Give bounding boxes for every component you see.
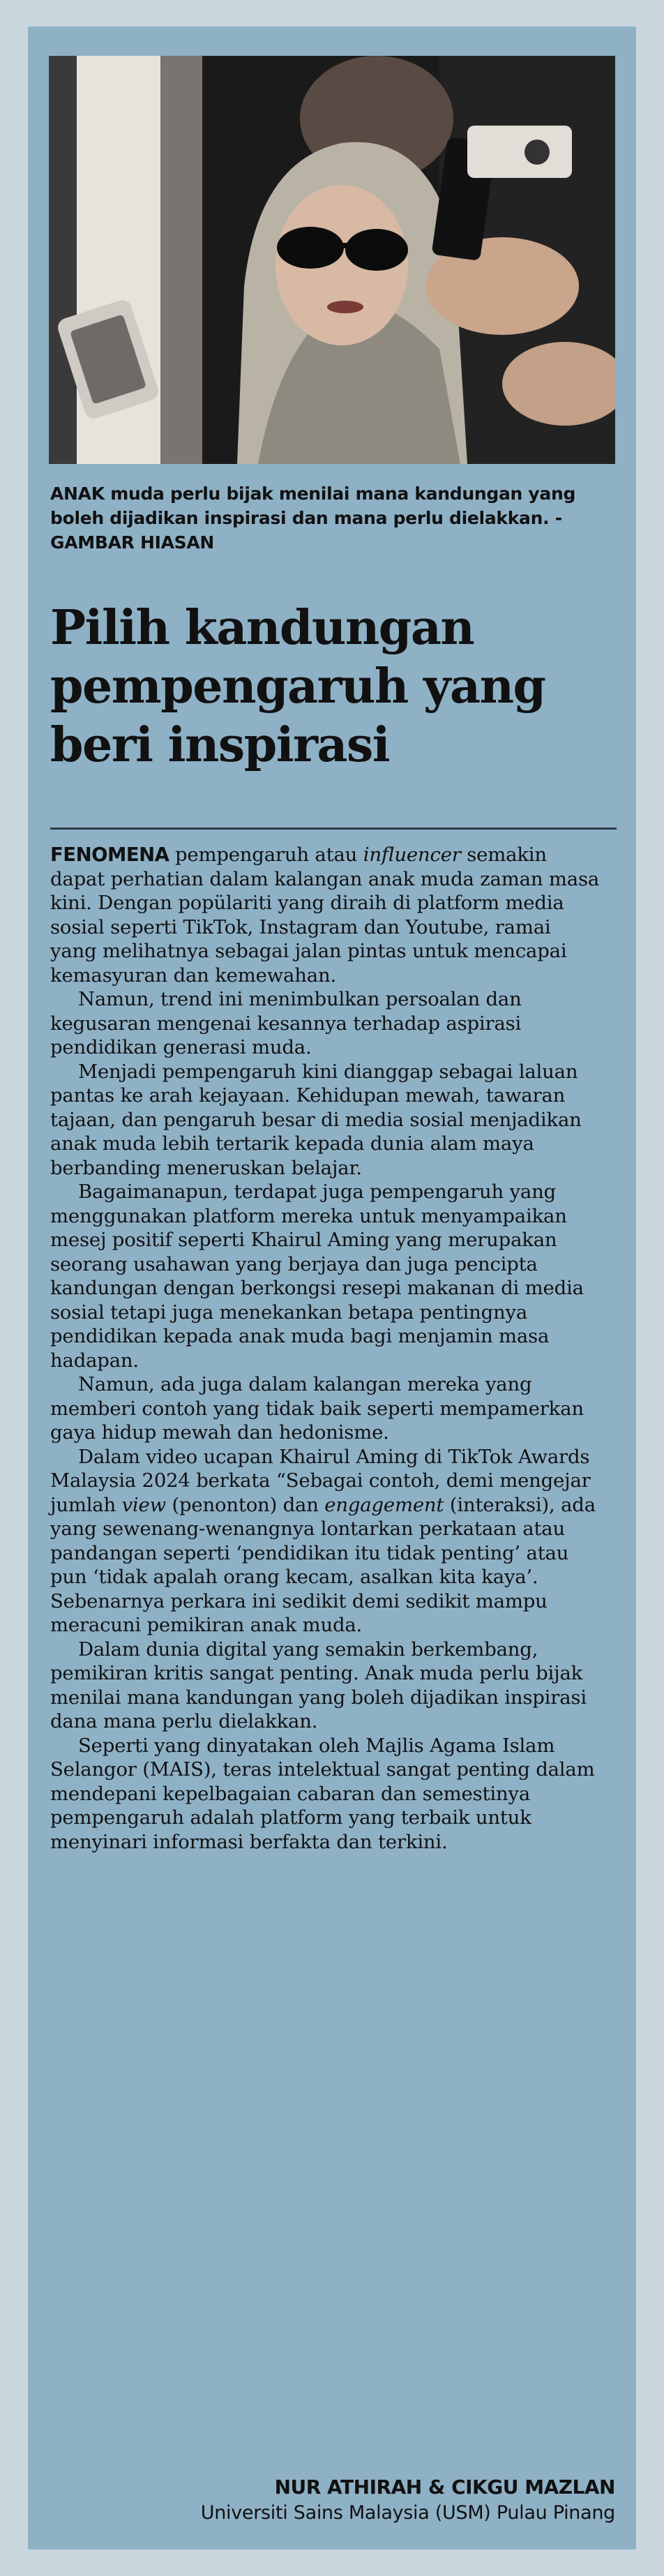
paragraph-2: Namun, trend ini menimbulkan persoalan dan kegusaran mengenai kesannya terhadap aspirasi pendidikan generasi muda. [50, 988, 522, 1058]
p6-text-b: (penonton) dan [165, 1493, 325, 1516]
p1-emphasis: influencer [363, 844, 461, 866]
paragraph-1 [50, 843, 601, 987]
paragraph-6 [50, 1445, 601, 1638]
byline-affiliation: Universiti Sains Malaysia (USM) Pulau Pinang [200, 2502, 615, 2524]
p6-emphasis-engagement: engagement [324, 1493, 444, 1516]
photo-illustration [49, 56, 615, 464]
p1-text-b: semakin dapat perhatian dalam kalangan anak muda zaman masa kini. Dengan popülariti yang diraih di platform media sosial seperti TikTok, Instagram dan Youtube, ramai yang melihatnya sebagai jalan pintas untuk mencapai kemasyuran dan kemewahan. [50, 844, 600, 987]
paragraph-4: Bagaimanapun, terdapat juga pempengaruh yang menggunakan platform mereka untuk menyampaikan mesej positif seperti Khairul Aming yang merupakan seorang usahawan yang berjaya dan juga pencipta kandungan dengan berkongsi resepi makanan di media sosial tetapi juga menekankan betapa pentingnya pendidikan kepada anak muda bagi menjamin masa hadapan. [50, 1181, 584, 1372]
photo-caption [50, 481, 617, 555]
p6-text-c: (interaksi), ada yang sewenang-wenangnya lontarkan perkataan atau pandangan seperti ‘pendidikan itu tidak penting’ atau pun ‘tidak apalah orang kecam, asalkan kita kaya’. Sebenarnya perkara ini sedikit demi sedikit mampu meracuni pemikiran anak muda. [50, 1493, 596, 1636]
caption-text: ANAK muda perlu bijak menilai mana kandungan yang boleh dijadikan inspirasi dan mana perlu dielakkan. [50, 484, 576, 528]
article-headline: Pilih kandungan pempengaruh yang beri inspirasi [50, 600, 545, 773]
photo-woman-sunglasses-headscarf-phones [49, 56, 615, 464]
byline-authors: NUR ATHIRAH & CIKGU MAZLAN [274, 2476, 615, 2499]
paragraph-8: Seperti yang dinyatakan oleh Majlis Agama Islam Selangor (MAIS), teras intelektual sangat penting dalam mendepani kepelbagaian cabaran dan semestinya pempengaruh adalah platform yang terbaik untuk menyinari informasi berfakta dan terkini. [50, 1734, 595, 1853]
byline [201, 2476, 615, 2528]
paragraph-5: Namun, ada juga dalam kalangan mereka yang memberi contoh yang tidak baik seperti mempamerkan gaya hidup mewah dan hedonisme. [50, 1373, 584, 1444]
paragraph-7: Dalam dunia digital yang semakin berkembang, pemikiran kritis sangat penting. Anak muda perlu bijak menilai mana kandungan yang boleh dijadikan inspirasi dana mana perlu dielakkan. [50, 1638, 587, 1732]
paragraph-3: Menjadi pempengaruh kini dianggap sebagai laluan pantas ke arah kejayaan. Kehidupan mewah, tawaran tajaan, dan pengaruh besar di media sosial menjadikan anak muda lebih tertarik kepada dunia alam maya berbanding meneruskan belajar. [50, 1060, 582, 1179]
p1-text-a: pempengaruh atau [169, 844, 363, 866]
newspaper-clipping [28, 27, 636, 2549]
p6-text-a: Dalam video ucapan Khairul Aming di TikTok Awards Malaysia 2024 berkata “Sebagai contoh, demi mengejar jumlah [50, 1445, 591, 1516]
p6-emphasis-view: view [121, 1493, 166, 1516]
article-body [50, 843, 601, 1854]
caption-credit: - GAMBAR HIASAN [50, 508, 562, 553]
headline-divider [50, 828, 617, 830]
kicker: FENOMENA [50, 844, 169, 866]
